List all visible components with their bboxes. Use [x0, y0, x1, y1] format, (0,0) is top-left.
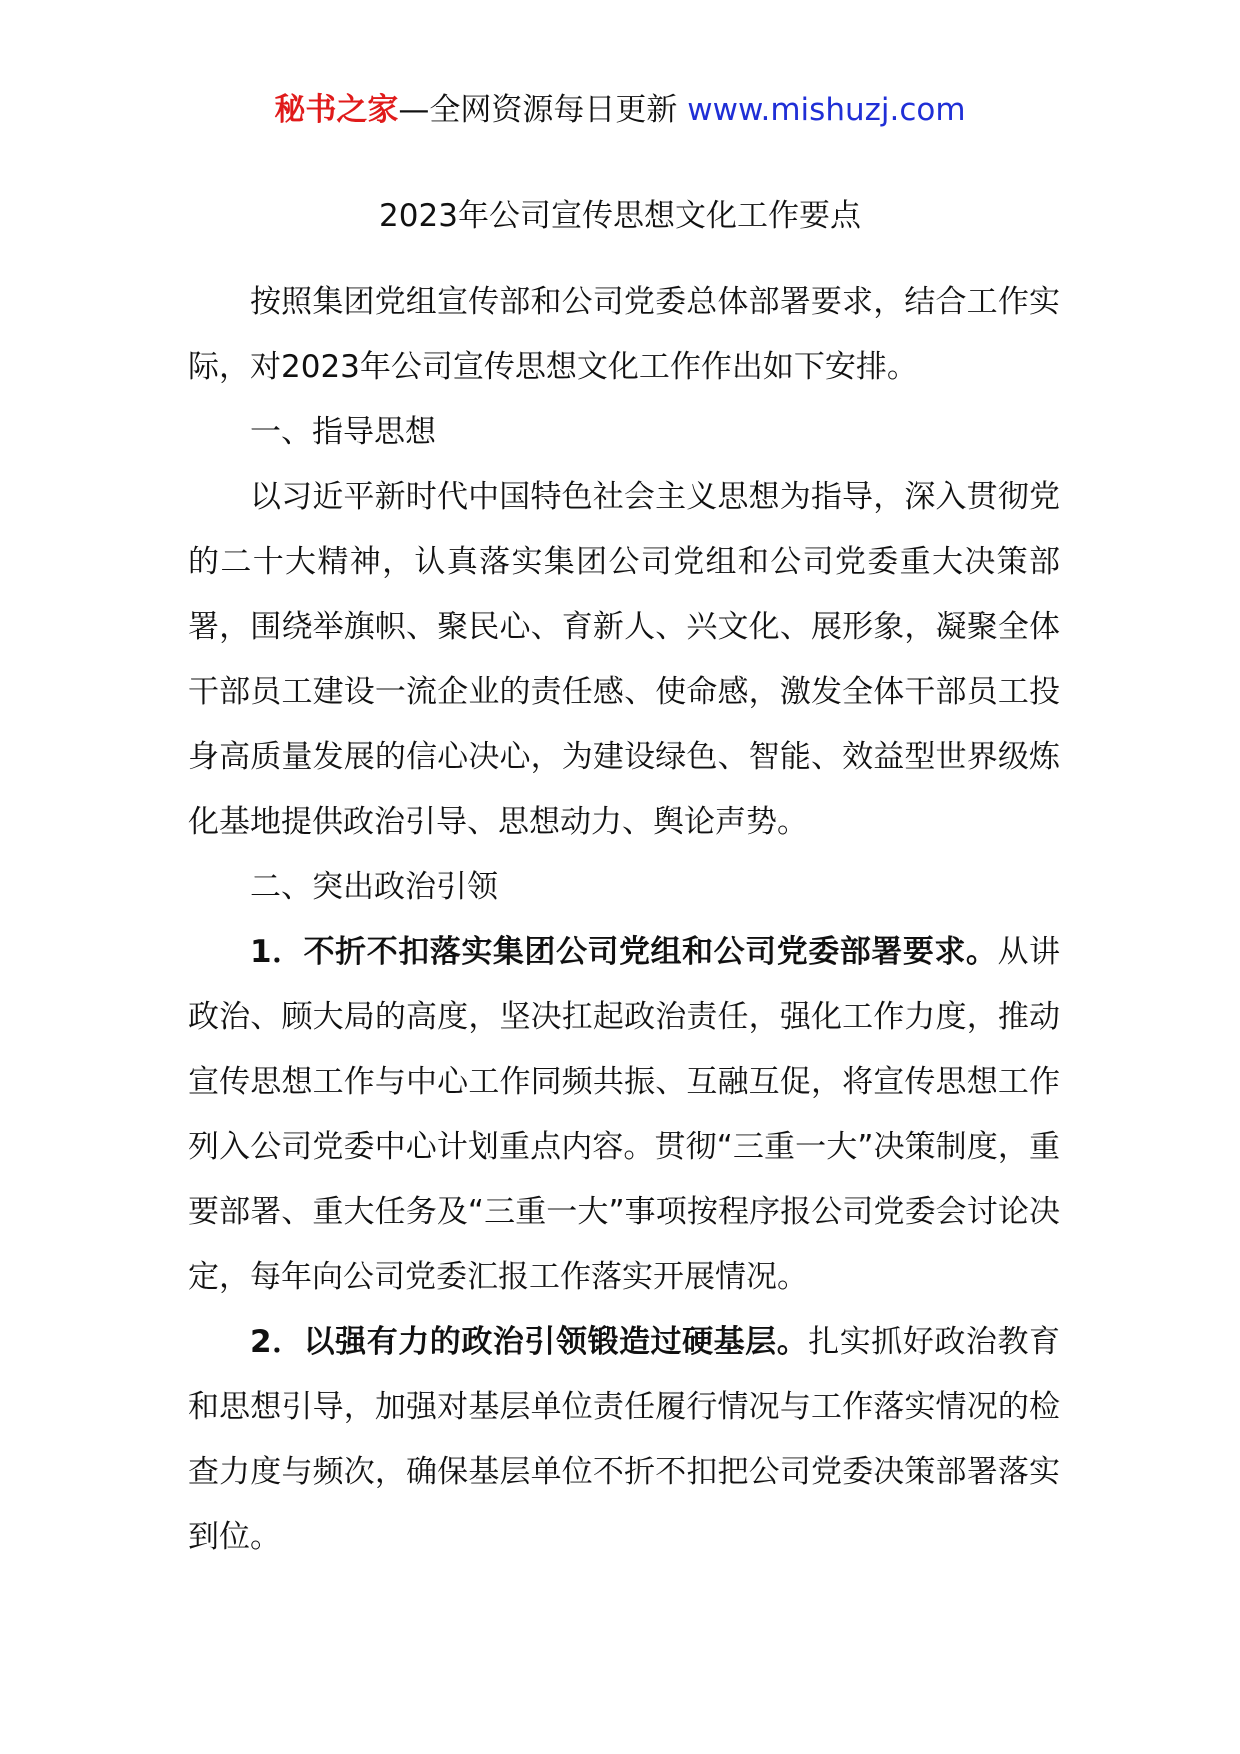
document-title: 2023年公司宣传思想文化工作要点 [379, 198, 861, 234]
item-2-body: 扎实抓好政治教育和思想引导，加强对基层单位责任履行情况与工作落实情况的检查力度与频次，确保基层单位不折不扣把公司党委决策部署落实到位。 [188, 1324, 1060, 1555]
page-header [0, 88, 1240, 132]
section-heading-guiding-thought: 一、指导思想 [250, 414, 436, 450]
section-heading-political-leadership: 二、突出政治引领 [250, 869, 498, 905]
item-1-paragraph [188, 920, 1060, 1310]
item-2-paragraph [188, 1310, 1060, 1570]
brand-name: 秘书之家 [274, 92, 399, 128]
document-body [188, 270, 1060, 1570]
guiding-thought-paragraph: 以习近平新时代中国特色社会主义思想为指导，深入贯彻党的二十大精神，认真落实集团公司党组和公司党委重大决策部署，围绕举旗帜、聚民心、育新人、兴文化、展形象，凝聚全体干部员工建设一流企业的责任感、使命感，激发全体干部员工投身高质量发展的信心决心，为建设绿色、智能、效益型世界级炼化基地提供政治引导、思想动力、舆论声势。 [188, 479, 1060, 840]
item-1-body: 从讲政治、顾大局的高度，坚决扛起政治责任，强化工作力度，推动宣传思想工作与中心工作同频共振、互融互促，将宣传思想工作列入公司党委中心计划重点内容。贯彻“三重一大”决策制度，重要部署、重大任务及“三重一大”事项按程序报公司党委会讨论决定，每年向公司党委汇报工作落实开展情况。 [188, 934, 1060, 1295]
item-1-lead: 1．不折不扣落实集团公司党组和公司党委部署要求。 [250, 934, 998, 970]
item-2-lead: 2．以强有力的政治引领锻造过硬基层。 [250, 1324, 809, 1360]
intro-paragraph: 按照集团党组宣传部和公司党委总体部署要求，结合工作实际，对2023年公司宣传思想文化工作作出如下安排。 [188, 284, 1060, 385]
header-slogan: —全网资源每日更新 [398, 92, 688, 128]
site-url-link[interactable]: www.mishuzj.com [687, 92, 966, 128]
